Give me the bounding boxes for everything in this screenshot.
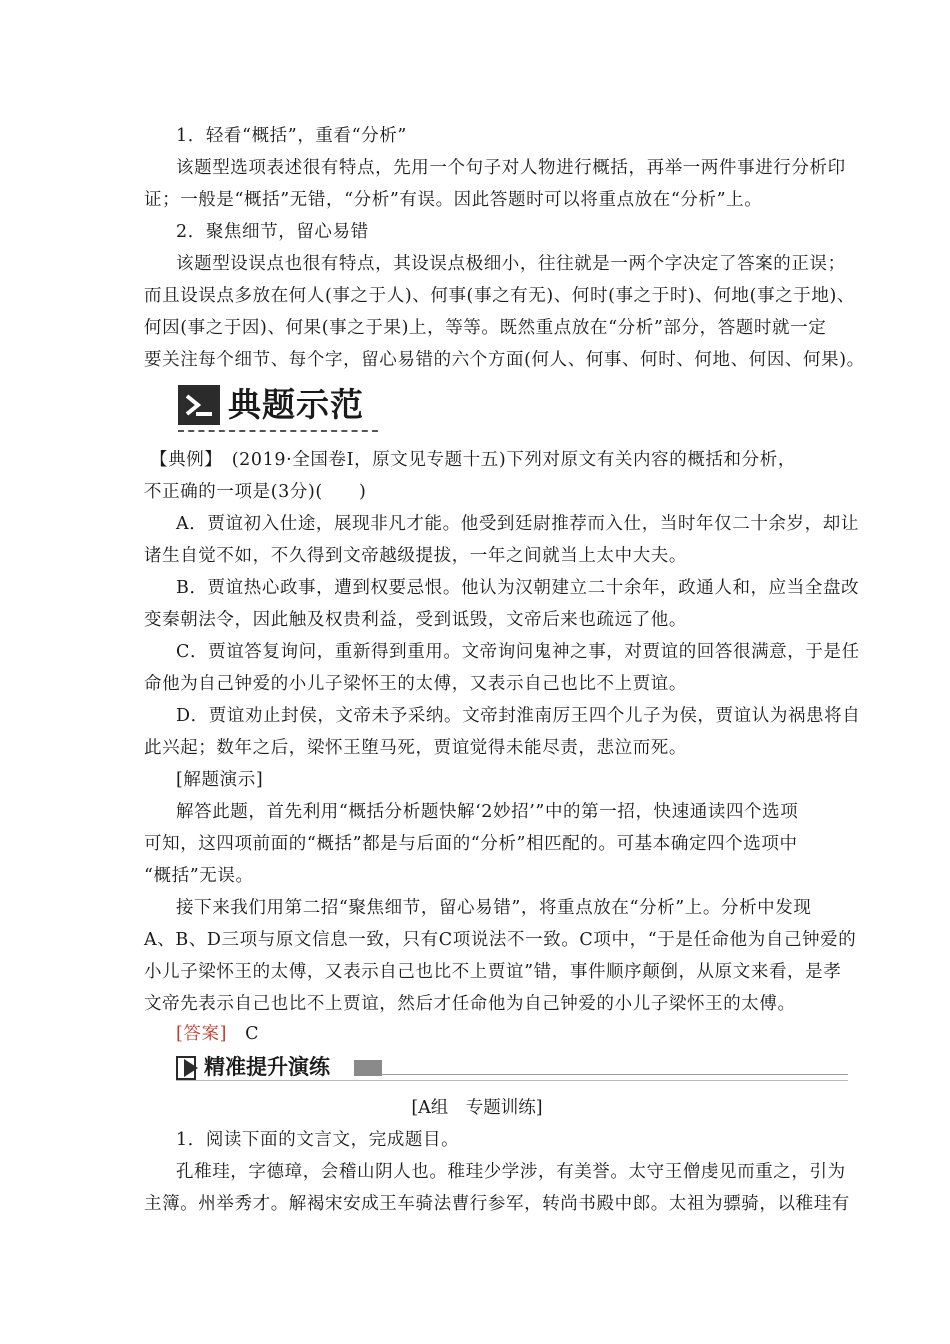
demo-paragraph-line: “概括”无误。 [144,866,254,886]
passage-line: 主簿。州举秀才。解褐宋安成王车骑法曹行参军，转尚书殿中郎。太祖为骠骑，以稚珪有 [144,1194,850,1214]
paragraph-line: 该题型设误点也很有特点，其设误点极细小，往往就是一两个字决定了答案的正误； [176,254,846,274]
example-line-1 [150,448,816,472]
example-stem: (2019·全国卷Ⅰ，原文见专题十五)下列对原文有关内容的概括和分析， [213,450,796,470]
demo-paragraph-line: 接下来我们用第二招“聚焦细节，留心易错”，将重点放在“分析”上。分析中发现 [176,898,812,918]
demo-paragraph-line: A、B、D三项与原文信息一致，只有C项说法不一致。C项中，“于是任命他为自己钟爱的 [144,930,857,950]
demo-paragraph-line: 小儿子梁怀王的太傅，又表示自己也比不上贾谊”错，事件顺序颠倒，从原文来看，是孝 [144,962,842,982]
section-heading-1: 1．轻看“概括”，重看“分析” [176,126,407,146]
group-heading: [A组 专题训练] [411,1098,543,1118]
demo-paragraph-line: 文帝先表示自己也比不上贾谊，然后才任命他为自己钟爱的小儿子梁怀王的太傅。 [144,994,796,1014]
paragraph-line: 要关注每个细节、每个字，留心易错的六个方面(何人、何事、何时、何地、何因、何果)。 [144,350,865,370]
example-tag: 【典例】 [150,450,214,470]
option-c-line: C．贾谊答复询问，重新得到重用。文帝询问鬼神之事，对贾谊的回答很满意，于是任 [176,642,860,662]
option-b-line: B．贾谊热心政事，遭到权要忌恨。他认为汉朝建立二十余年，政通人和，应当全盘改 [176,578,860,598]
section-heading-2: 2．聚焦细节，留心易错 [176,222,369,242]
section-banner-practice [176,1054,848,1084]
section-banner-example [178,383,378,433]
paragraph-line: 何因(事之于因)、何果(事之于果)上，等等。既然重点放在“分析”部分，答题时就一定 [144,318,827,338]
demo-paragraph-line: 解答此题，首先利用“概括分析题快解‘2妙招’”中的第一招，快速通读四个选项 [176,802,799,822]
demo-paragraph-line: 可知，这四项前面的“概括”都是与后面的“分析”相匹配的。可基本确定四个选项中 [144,834,798,854]
chevron-right-icon [178,385,220,425]
banner-tab [354,1060,382,1076]
demo-heading: [解题演示] [176,770,264,790]
example-line-2: 不正确的一项是(3分)( ) [144,482,367,502]
option-a-line: 诸生自觉不如，不久得到文帝越级提拔，一年之间就当上太中大夫。 [144,546,687,566]
option-a-line: A．贾谊初入仕途，展现非凡才能。他受到廷尉推荐而入仕，当时年仅二十余岁，却让 [176,514,859,534]
banner-rule [382,1074,848,1075]
answer-value: C [245,1024,260,1044]
banner-underline [176,1080,848,1081]
question-1: 1．阅读下面的文言文，完成题目。 [176,1130,460,1150]
option-b-line: 变秦朝法令，因此触及权贵利益，受到诋毁，文帝后来也疏远了他。 [144,610,687,630]
option-d-line: 此兴起；数年之后，梁怀王堕马死，贾谊觉得未能尽责，悲泣而死。 [144,738,687,758]
option-c-line: 命他为自己钟爱的小儿子梁怀王的太傅，又表示自己也比不上贾谊。 [144,674,687,694]
banner-title: 精准提升演练 [204,1055,330,1079]
option-d-line: D．贾谊劝止封侯，文帝未予采纳。文帝封淮南厉王四个儿子为侯，贾谊认为祸患将自 [176,706,861,726]
answer-tag: [答案] [176,1024,228,1044]
answer-line [176,1022,810,1046]
passage-line: 孔稚珪，字德璋，会稽山阴人也。稚珪少学涉，有美誉。太守王僧虔见而重之，引为 [176,1162,846,1182]
banner-title: 典题示范 [228,385,364,424]
paragraph-line: 证；一般是“概括”无错，“分析”有误。因此答题时可以将重点放在“分析”上。 [144,190,763,210]
arrow-box-icon [176,1055,200,1081]
paragraph-line: 该题型选项表述很有特点，先用一个句子对人物进行概括，再举一两件事进行分析印 [176,158,846,178]
banner-divider [178,430,378,432]
paragraph-line: 而且设误点多放在何人(事之于人)、何事(事之有无)、何时(事之于时)、何地(事之于地)、 [144,286,856,306]
